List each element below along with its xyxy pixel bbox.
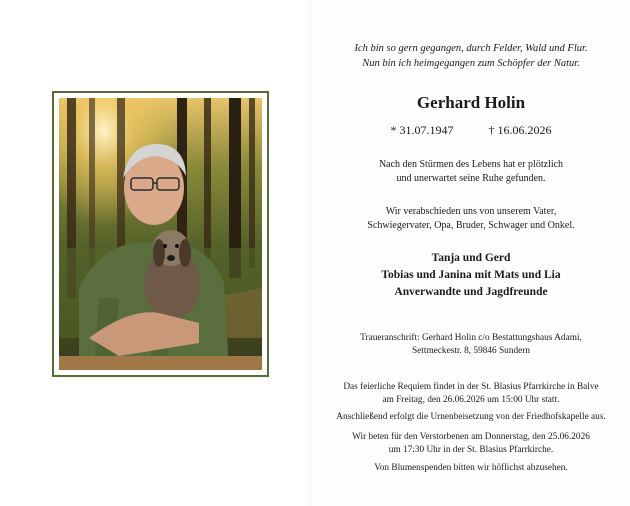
message-line: Wir verabschieden uns von unserem Vater, — [385, 206, 557, 217]
message-line: Schwiegervater, Opa, Bruder, Schwager und Onkel. — [367, 219, 575, 231]
notice-line: Von Blumenspenden bitten wir höflichst abzusehen. — [374, 463, 568, 473]
address-line: Traueranschrift: Gerhard Holin c/o Bestattungshaus Adami, — [360, 333, 582, 343]
mourner-line: Anverwandte und Jagdfreunde — [394, 286, 548, 298]
left-panel — [0, 0, 310, 506]
mourner-line: Tanja und Gerd — [431, 252, 511, 264]
notice-line: am Freitag, den 26.06.2026 um 15:00 Uhr statt. — [382, 395, 560, 405]
message-line: Nach den Stürmen des Lebens hat er plötzlich — [378, 159, 564, 170]
message-paragraph-1 — [311, 158, 630, 185]
requiem-notice — [311, 381, 630, 407]
mourner-line: Tobias und Janina mit Mats und Lia — [381, 269, 561, 281]
life-dates — [311, 122, 630, 138]
birth-date: * 31.07.1947 — [390, 123, 454, 137]
message-line: und unerwartet seine Ruhe gefunden. — [396, 172, 546, 184]
notice-line: Anschließend erfolgt die Urnenbeisetzung von der Friedhofskapelle aus. — [336, 412, 606, 422]
notice-line: Das feierliche Requiem findet in der St. Blasius Pfarrkirche in Balve — [343, 382, 599, 392]
notice-line: um 17:30 Uhr in der St. Blasius Pfarrkirche. — [388, 445, 554, 455]
address-line: Settmeckestr. 8, 59846 Sundern — [411, 346, 530, 356]
mourners-list — [311, 250, 630, 301]
burial-notice — [311, 411, 630, 424]
death-date: † 16.06.2026 — [488, 123, 552, 137]
mourning-address — [311, 332, 630, 358]
deceased-name: Gerhard Holin — [416, 93, 526, 112]
portrait-photo — [59, 98, 262, 370]
prayer-notice — [311, 431, 630, 457]
flowers-notice — [311, 462, 630, 475]
quote-verse — [311, 41, 630, 71]
portrait-frame — [52, 91, 269, 377]
message-paragraph-2 — [311, 205, 630, 232]
right-panel — [310, 0, 630, 506]
notice-line: Wir beten für den Verstorbenen am Donnerstag, den 25.06.2026 — [352, 432, 590, 442]
quote-line-2: Nun bin ich heimgegangen zum Schöpfer der Natur. — [362, 58, 580, 69]
quote-line-1: Ich bin so gern gegangen, durch Felder, Wald und Flur. — [354, 43, 588, 54]
